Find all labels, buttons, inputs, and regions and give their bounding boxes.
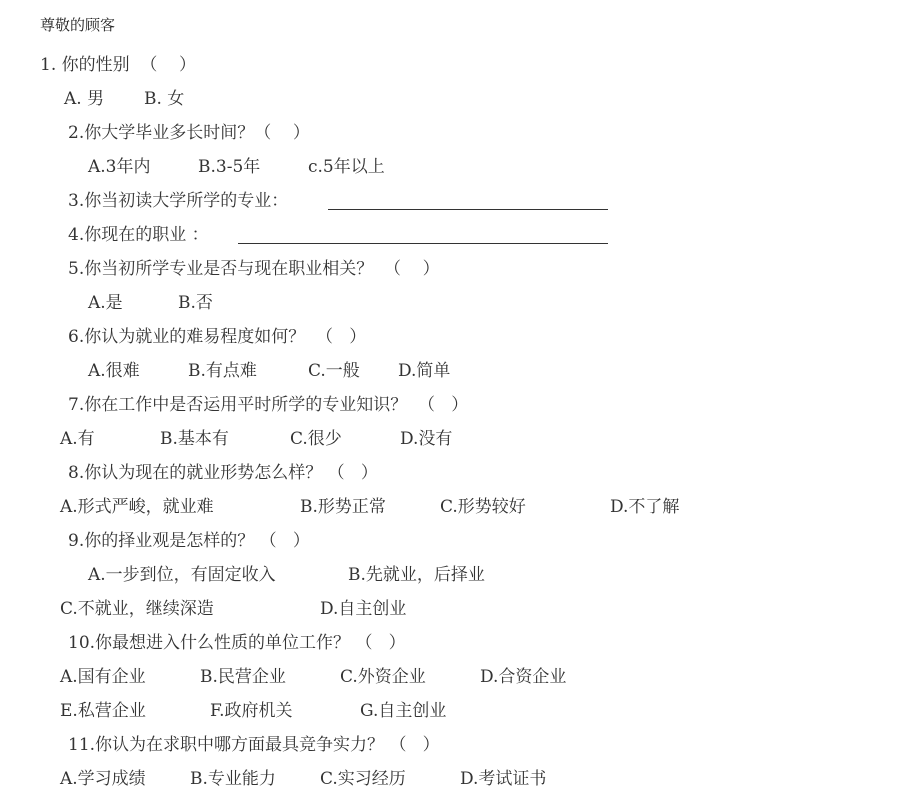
question-8: 8.你认为现在的就业形势怎么样？ （ ） [68,463,378,483]
q3-answer-blank[interactable] [328,193,608,210]
question-1: 1. 你的性别 （ ） [40,55,197,75]
q10-option-b: B.民营企业 [200,667,286,687]
q8-option-b: B.形势正常 [300,497,386,517]
question-11: 11.你认为在求职中哪方面最具竞争实力？ （ ） [68,735,440,755]
q7-option-b: B.基本有 [160,429,229,449]
salutation: 尊敬的顾客 [40,16,116,34]
q6-option-b: B.有点难 [188,361,257,381]
q2-option-b: B.3-5年 [198,157,261,177]
q6-option-d: D.简单 [398,361,451,381]
q11-option-a: A.学习成绩 [60,769,146,789]
question-3: 3.你当初读大学所学的专业： [68,191,289,211]
question-10: 10.你最想进入什么性质的单位工作？ （ ） [68,633,406,653]
q10-option-g: G.自主创业 [360,701,447,721]
q10-option-c: C.外资企业 [340,667,426,687]
q11-option-b: B.专业能力 [190,769,276,789]
q4-answer-blank[interactable] [238,227,608,244]
question-4: 4.你现在的职业 ： [68,225,209,245]
q10-option-d: D.合资企业 [480,667,567,687]
question-5: 5.你当初所学专业是否与现在职业相关？ （ ） [68,259,440,279]
q8-option-a: A.形式严峻，就业难 [60,497,214,517]
q2-option-c: c.5年以上 [308,157,385,177]
q9-option-c: C.不就业，继续深造 [60,599,214,619]
q7-option-a: A.有 [60,429,95,449]
q9-option-b: B.先就业，后择业 [348,565,485,585]
q9-option-a: A.一步到位，有固定收入 [88,565,276,585]
q6-option-c: C.一般 [308,361,360,381]
question-2: 2.你大学毕业多长时间？（ ） [68,123,310,143]
q7-option-c: C.很少 [290,429,342,449]
q11-option-d: D.考试证书 [460,769,547,789]
question-6: 6.你认为就业的难易程度如何？ （ ） [68,327,367,347]
question-9: 9.你的择业观是怎样的？ （ ） [68,531,310,551]
q10-option-f: F.政府机关 [210,701,293,721]
q8-option-c: C.形势较好 [440,497,526,517]
q1-option-b: B. 女 [144,89,185,109]
q5-option-a: A.是 [88,293,123,313]
q7-option-d: D.没有 [400,429,453,449]
q11-option-c: C.实习经历 [320,769,406,789]
q2-option-a: A.3年内 [88,157,151,177]
q10-option-a: A.国有企业 [60,667,146,687]
question-7: 7.你在工作中是否运用平时所学的专业知识？ （ ） [68,395,469,415]
q8-option-d: D.不了解 [610,497,680,517]
q9-option-d: D.自主创业 [320,599,407,619]
q5-option-b: B.否 [178,293,213,313]
q6-option-a: A.很难 [88,361,140,381]
q1-option-a: A. 男 [64,89,105,109]
q10-option-e: E.私营企业 [60,701,146,721]
